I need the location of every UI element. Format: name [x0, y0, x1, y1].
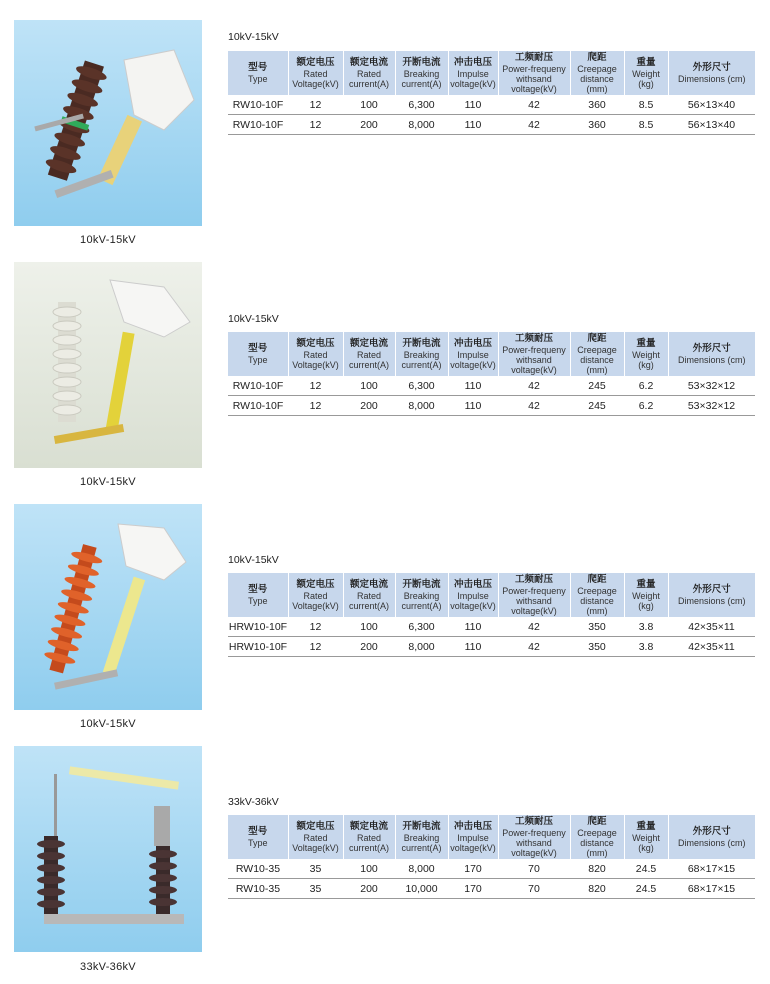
header-power-frequency: 工频耐压 Power-frequeny withsand voltage(kV) — [498, 815, 570, 859]
cell-rated-voltage: 12 — [288, 637, 343, 657]
cell-weight: 24.5 — [624, 859, 668, 879]
cell-creepage: 360 — [570, 115, 624, 135]
fuse-cutout-photo-4 — [14, 746, 202, 952]
cell-type: RW10-10F — [228, 115, 288, 135]
section-title: 10kV-15kV — [228, 31, 279, 43]
cell-power-frequency: 42 — [498, 637, 570, 657]
table-row — [228, 879, 755, 899]
cell-rated-voltage: 12 — [288, 115, 343, 135]
cell-power-frequency: 42 — [498, 115, 570, 135]
cell-type: RW10-35 — [228, 879, 288, 899]
cell-creepage: 350 — [570, 617, 624, 637]
cell-weight: 3.8 — [624, 637, 668, 657]
header-impulse-voltage: 冲击电压 Impulse voltage(kV) — [448, 51, 498, 95]
header-rated-current: 额定电流 Rated current(A) — [343, 815, 395, 859]
cell-power-frequency: 42 — [498, 376, 570, 396]
table-header-row — [228, 573, 755, 617]
cell-weight: 6.2 — [624, 376, 668, 396]
table-row — [228, 396, 755, 416]
header-dimensions: 外形尺寸 Dimensions (cm) — [668, 815, 755, 859]
spec-table — [228, 815, 755, 899]
cell-breaking-current: 8,000 — [395, 396, 448, 416]
cell-dimensions: 53×32×12 — [668, 396, 755, 416]
spec-table — [228, 332, 755, 416]
header-dimensions: 外形尺寸 Dimensions (cm) — [668, 573, 755, 617]
header-creepage: 爬距 Creepage distance (mm) — [570, 815, 624, 859]
cell-impulse-voltage: 110 — [448, 95, 498, 115]
table-row — [228, 95, 755, 115]
header-power-frequency: 工频耐压 Power-frequeny withsand voltage(kV) — [498, 573, 570, 617]
cell-rated-voltage: 12 — [288, 95, 343, 115]
photo-caption: 10kV-15kV — [80, 718, 136, 730]
cell-creepage: 245 — [570, 396, 624, 416]
cell-creepage: 350 — [570, 637, 624, 657]
cell-weight: 6.2 — [624, 396, 668, 416]
cell-weight: 3.8 — [624, 617, 668, 637]
drop-out-fuse-brown-insulator-image — [14, 20, 202, 226]
cell-impulse-voltage: 110 — [448, 396, 498, 416]
cell-rated-voltage: 35 — [288, 859, 343, 879]
table-row — [228, 637, 755, 657]
cell-impulse-voltage: 110 — [448, 637, 498, 657]
cell-impulse-voltage: 110 — [448, 617, 498, 637]
cell-dimensions: 56×13×40 — [668, 115, 755, 135]
cell-power-frequency: 42 — [498, 396, 570, 416]
cell-rated-voltage: 12 — [288, 396, 343, 416]
header-type: 型号 Type — [228, 573, 288, 617]
table-row — [228, 115, 755, 135]
cell-rated-voltage: 12 — [288, 376, 343, 396]
header-impulse-voltage: 冲击电压 Impulse voltage(kV) — [448, 332, 498, 376]
header-power-frequency: 工频耐压 Power-frequeny withsand voltage(kV) — [498, 51, 570, 95]
header-impulse-voltage: 冲击电压 Impulse voltage(kV) — [448, 573, 498, 617]
spec-table — [228, 573, 755, 657]
cell-rated-current: 200 — [343, 879, 395, 899]
header-breaking-current: 开断电流 Breaking current(A) — [395, 332, 448, 376]
cell-dimensions: 42×35×11 — [668, 617, 755, 637]
table-header-row — [228, 815, 755, 859]
cell-breaking-current: 10,000 — [395, 879, 448, 899]
table-row — [228, 376, 755, 396]
cell-dimensions: 68×17×15 — [668, 879, 755, 899]
section-title: 10kV-15kV — [228, 554, 279, 566]
header-creepage: 爬距 Creepage distance (mm) — [570, 332, 624, 376]
cell-creepage: 360 — [570, 95, 624, 115]
cell-creepage: 245 — [570, 376, 624, 396]
photo-caption: 10kV-15kV — [80, 234, 136, 246]
cell-impulse-voltage: 170 — [448, 879, 498, 899]
cell-type: RW10-10F — [228, 376, 288, 396]
cell-rated-current: 200 — [343, 396, 395, 416]
header-rated-voltage: 额定电压 Rated Voltage(kV) — [288, 573, 343, 617]
cell-impulse-voltage: 110 — [448, 115, 498, 135]
cell-creepage: 820 — [570, 859, 624, 879]
cell-weight: 24.5 — [624, 879, 668, 899]
header-breaking-current: 开断电流 Breaking current(A) — [395, 815, 448, 859]
cell-weight: 8.5 — [624, 115, 668, 135]
header-type: 型号 Type — [228, 815, 288, 859]
header-rated-current: 额定电流 Rated current(A) — [343, 573, 395, 617]
cell-breaking-current: 6,300 — [395, 617, 448, 637]
header-creepage: 爬距 Creepage distance (mm) — [570, 573, 624, 617]
header-creepage: 爬距 Creepage distance (mm) — [570, 51, 624, 95]
photo-caption: 33kV-36kV — [80, 961, 136, 973]
cell-breaking-current: 6,300 — [395, 376, 448, 396]
header-impulse-voltage: 冲击电压 Impulse voltage(kV) — [448, 815, 498, 859]
cell-dimensions: 68×17×15 — [668, 859, 755, 879]
cell-rated-current: 100 — [343, 617, 395, 637]
header-rated-current: 额定电流 Rated current(A) — [343, 51, 395, 95]
cell-breaking-current: 8,000 — [395, 637, 448, 657]
cell-type: RW10-10F — [228, 396, 288, 416]
cell-breaking-current: 6,300 — [395, 95, 448, 115]
cell-impulse-voltage: 170 — [448, 859, 498, 879]
drop-out-fuse-35kv-image — [14, 746, 202, 952]
header-weight: 重量 Weight (kg) — [624, 332, 668, 376]
header-dimensions: 外形尺寸 Dimensions (cm) — [668, 51, 755, 95]
table-row — [228, 859, 755, 879]
header-type: 型号 Type — [228, 332, 288, 376]
cell-rated-current: 100 — [343, 95, 395, 115]
header-weight: 重量 Weight (kg) — [624, 815, 668, 859]
cell-breaking-current: 8,000 — [395, 859, 448, 879]
spec-table — [228, 51, 755, 135]
cell-type: RW10-10F — [228, 95, 288, 115]
cell-power-frequency: 42 — [498, 617, 570, 637]
cell-power-frequency: 70 — [498, 859, 570, 879]
cell-dimensions: 53×32×12 — [668, 376, 755, 396]
drop-out-fuse-white-insulator-image — [14, 262, 202, 468]
section-title: 10kV-15kV — [228, 313, 279, 325]
header-rated-voltage: 额定电压 Rated Voltage(kV) — [288, 815, 343, 859]
cell-power-frequency: 42 — [498, 95, 570, 115]
cell-rated-voltage: 35 — [288, 879, 343, 899]
table-header-row — [228, 51, 755, 95]
fuse-cutout-photo-1 — [14, 20, 202, 226]
cell-breaking-current: 8,000 — [395, 115, 448, 135]
table-row — [228, 617, 755, 637]
cell-rated-current: 100 — [343, 859, 395, 879]
fuse-cutout-photo-2 — [14, 262, 202, 468]
header-type: 型号 Type — [228, 51, 288, 95]
header-rated-current: 额定电流 Rated current(A) — [343, 332, 395, 376]
header-rated-voltage: 额定电压 Rated Voltage(kV) — [288, 332, 343, 376]
table-header-row — [228, 332, 755, 376]
section-title: 33kV-36kV — [228, 796, 279, 808]
fuse-cutout-photo-3 — [14, 504, 202, 710]
header-power-frequency: 工频耐压 Power-frequeny withsand voltage(kV) — [498, 332, 570, 376]
header-breaking-current: 开断电流 Breaking current(A) — [395, 51, 448, 95]
cell-type: RW10-35 — [228, 859, 288, 879]
cell-rated-current: 100 — [343, 376, 395, 396]
cell-power-frequency: 70 — [498, 879, 570, 899]
cell-creepage: 820 — [570, 879, 624, 899]
header-weight: 重量 Weight (kg) — [624, 51, 668, 95]
cell-rated-current: 200 — [343, 115, 395, 135]
drop-out-fuse-orange-insulator-image — [14, 504, 202, 710]
cell-dimensions: 56×13×40 — [668, 95, 755, 115]
header-dimensions: 外形尺寸 Dimensions (cm) — [668, 332, 755, 376]
cell-dimensions: 42×35×11 — [668, 637, 755, 657]
header-rated-voltage: 额定电压 Rated Voltage(kV) — [288, 51, 343, 95]
photo-caption: 10kV-15kV — [80, 476, 136, 488]
cell-rated-voltage: 12 — [288, 617, 343, 637]
cell-impulse-voltage: 110 — [448, 376, 498, 396]
header-breaking-current: 开断电流 Breaking current(A) — [395, 573, 448, 617]
cell-type: HRW10-10F — [228, 617, 288, 637]
cell-rated-current: 200 — [343, 637, 395, 657]
header-weight: 重量 Weight (kg) — [624, 573, 668, 617]
cell-weight: 8.5 — [624, 95, 668, 115]
cell-type: HRW10-10F — [228, 637, 288, 657]
